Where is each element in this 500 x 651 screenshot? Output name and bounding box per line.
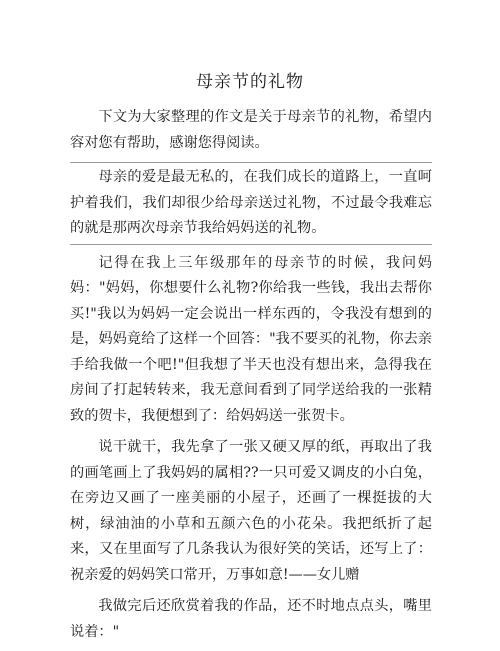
highlighted-paragraph-box (70, 162, 432, 245)
paragraph-3: 说干就干，我先拿了一张又硬又厚的纸，再取出了我的画笔画上了我妈妈的属相??一只可爱又调皮的小白兔，在旁边又画了一座美丽的小屋子，还画了一棵挺拔的大树，绿油油的小草和五颜六色的小花朵。我把纸折了起来，又在里面写了几条我认为很好笑的笑话，还写上了：祝亲爱的妈妈笑口常开，万事如意!——女儿赠 (70, 439, 432, 583)
paragraph-1: 母亲的爱是最无私的，在我们成长的道路上，一直呵护着我们，我们却很少给母亲送过礼物，不过最令我难忘的就是那两次母亲节我给妈妈送的礼物。 (70, 169, 432, 236)
paragraph-2: 记得在我上三年级那年的母亲节的时候，我问妈妈："妈妈，你想要什么礼物?你给我一些钱，我出去帮你买!"我以为妈妈一定会说出一样东西的，令我没有想到的是，妈妈竟给了这样一个回答："我不要买的礼物，你去亲手给我做一个吧!"但我想了半天也没有想出来，急得我在房间了打起转转来，我无意间看到了同学送给我的一张精致的贺卡，我便想到了：给妈妈送一张贺卡。 (70, 254, 432, 424)
intro-paragraph: 下文为大家整理的作文是关于母亲节的礼物，希望内容对您有帮助，感谢您得阅读。 (70, 109, 432, 151)
paragraph-4: 我做完后还欣赏着我的作品，还不时地点点头，嘴里说着：" (70, 598, 432, 640)
document-title: 母亲节的礼物 (196, 72, 304, 92)
document-body (70, 105, 432, 651)
